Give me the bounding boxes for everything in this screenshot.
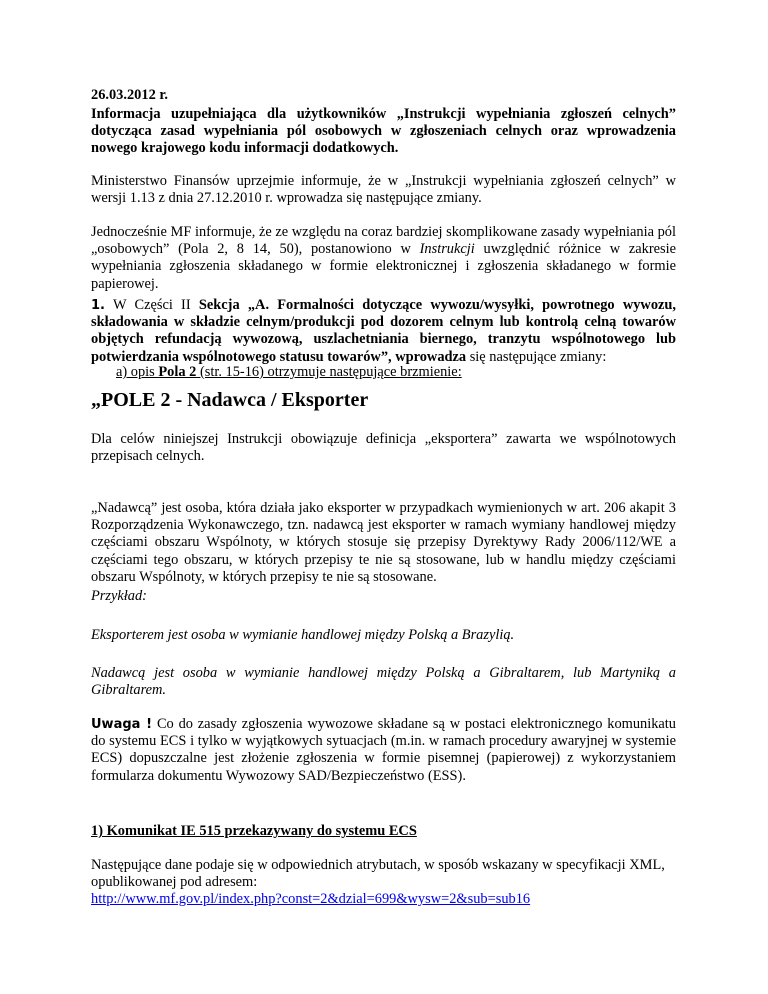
paragraph-4: Dla celów niniejszej Instrukcji obowiązuje definicja „eksportera” zawarta we wspólnotowych przepisach celnych. (91, 431, 676, 465)
subpoint-a-after: (str. 15-16) otrzymuje następujące brzmienie: (196, 364, 462, 380)
paragraph-1: Ministerstwo Finansów uprzejmie informuje, że w „Instrukcji wypełniania zgłoszeń celnych” w wersji 1.13 z dnia 27.12.2010 r. wprowadza się następujące zmiany. (91, 173, 676, 207)
paragraph-7-text: Następujące dane podaje się w odpowiednich atrybutach, w sposób wskazany w specyfikacji XML, opublikowanej pod adresem: (91, 857, 665, 891)
example-1: Eksporterem jest osoba w wymianie handlowej między Polską a Brazylią. (91, 627, 515, 643)
specification-link[interactable]: http://www.mf.gov.pl/index.php?const=2&dzial=699&wysw=2&sub=sub16 (91, 891, 531, 908)
paragraph-2-text: Jednocześnie MF informuje, że ze względu na coraz bardziej skomplikowane zasady wypełniania pól „osobowych” (Pola 2, 8 14, 50), postanowiono w (91, 224, 676, 258)
warning-label: Uwaga ! (91, 717, 153, 732)
paragraph-2-text-end: uwzględnić różnice w zakresie wypełniania zgłoszenia składanego w formie elektronicznej i zgłoszenia składanego w formie papierowej. (91, 241, 676, 292)
example-2: Nadawcą jest osoba w wymianie handlowej między Polską a Gibraltarem, lub Martyniką a Gibraltarem. (91, 665, 676, 699)
paragraph-3-bold: Sekcja „A. Formalności dotyczące wywozu/wysyłki, powrotnego wywozu, składowania w składzie celnym/produkcji pod dozorem celnym lub kontrolą celną towarów objętych refundacją wywozową, uszlachetniania biernego, tranzytu wspólnotowego lub potwierdzania wspólnotowego statusu towarów”, wprowadza (91, 297, 677, 365)
paragraph-2-italic: Instrukcji (419, 241, 475, 258)
paragraph-6 (91, 716, 676, 785)
paragraph-7 (91, 857, 676, 909)
document-date: 26.03.2012 r. (91, 87, 169, 103)
document-intro: Informacja uzupełniająca dla użytkowników „Instrukcji wypełniania zgłoszeń celnych” dotycząca zasad wypełniania pól osobowych w zgłoszeniach celnych oraz wprowadzenia nowego krajowego kodu informacji dodatkowych. (91, 106, 676, 157)
warning-text: Co do zasady zgłoszenia wywozowe składane są w postaci elektronicznego komunikatu do systemu ECS i tylko w wyjątkowych sytuacjach (m.in. w ramach procedury awaryjnej w systemie ECS) dopuszczalne jest złożenie zgłoszenia w formie pisemnej (papierowej) z wykorzystaniem formularza dokumentu Wywozowy SAD/Bezpieczeństwo (ESS). (91, 716, 676, 784)
subpoint-a-bold: Pola 2 (158, 364, 197, 380)
subpoint-a-pre: a) opis (116, 364, 159, 380)
paragraph-5: „Nadawcą” jest osoba, która działa jako eksporter w przypadkach wymienionych w art. 206 akapit 3 Rozporządzenia Wykonawczego, tzn. nadawcą jest eksporter w ramach wymiany handlowej między częściami obszaru Wspólnoty, w których stosuje się przepisy Dyrektywy Rady 2006/112/WE a częściami tego obszaru, w których przepisy te nie są stosowane, lub w handlu między częściami obszaru Wspólnoty, w których przepisy te nie są stosowane. (91, 500, 676, 585)
paragraph-3-pre: W Części II (104, 297, 199, 313)
paragraph-3-number: 1. (91, 298, 105, 313)
paragraph-3 (91, 297, 676, 366)
paragraph-3-after: się następujące zmiany: (466, 348, 607, 365)
subpoint-a (116, 364, 676, 381)
subsection-heading: 1) Komunikat IE 515 przekazywany do systemu ECS (91, 823, 417, 839)
example-label: Przykład: (91, 588, 147, 604)
section-heading: „POLE 2 - Nadawca / Eksporter (91, 389, 369, 411)
paragraph-2 (91, 224, 676, 293)
